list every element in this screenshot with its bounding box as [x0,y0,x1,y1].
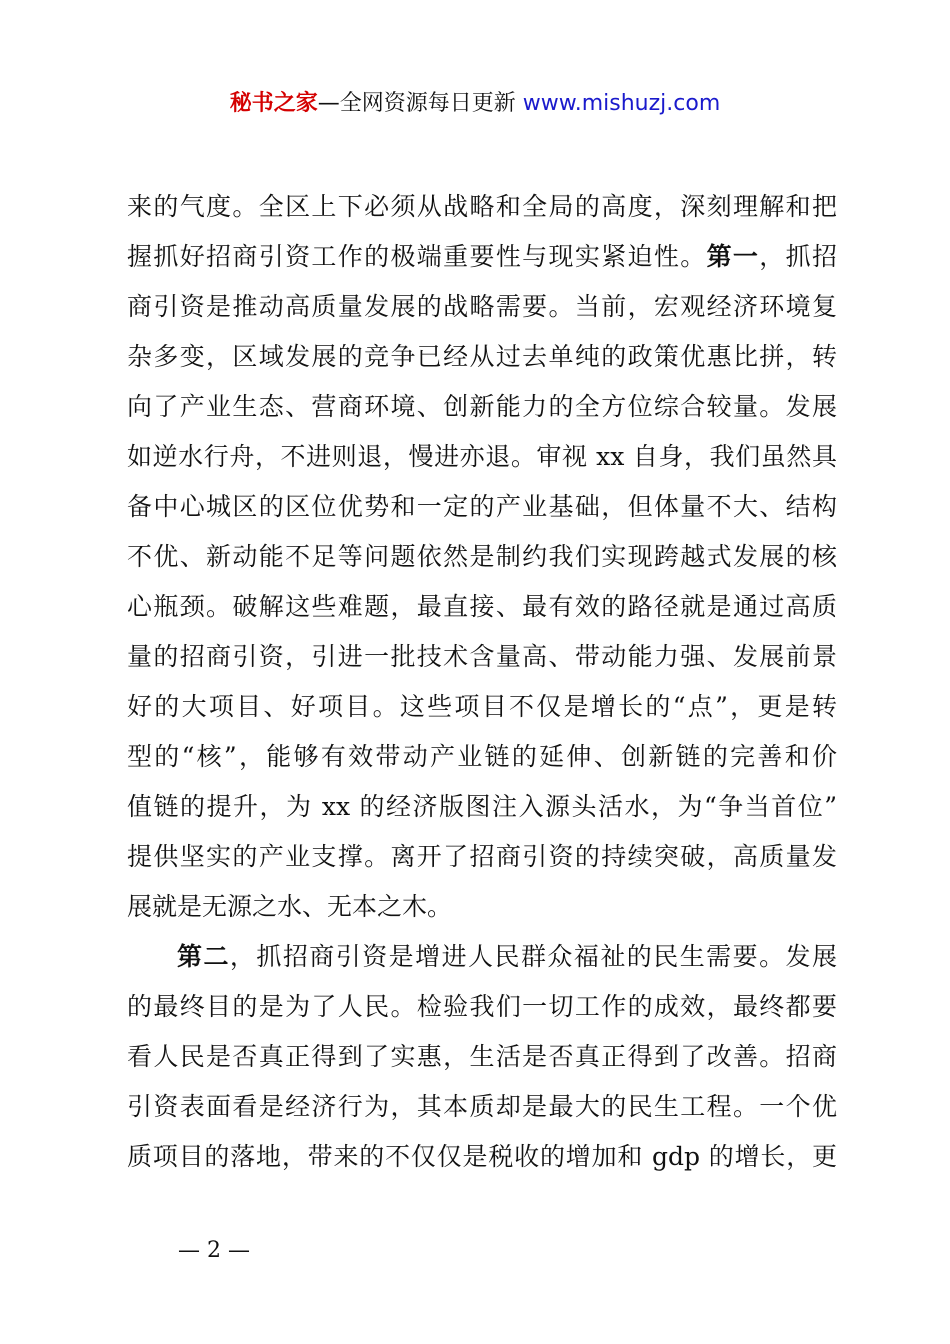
text-segment: 好的大项目、好项目。这些项目不仅是增长的“点”，更是转 [127,692,837,721]
text-segment: 握抓好招商引资工作的极端重要性与现实紧迫性。 [127,242,707,271]
page-number: — 2 — [178,1238,250,1263]
text-segment: 如逆水行舟，不进则退，慢进亦退。审视 xx 自身，我们虽然具 [127,442,837,471]
text-line [127,982,837,1032]
bold-text: 第一 [706,242,760,271]
text-segment: 引资表面看是经济行为，其本质却是最大的民生工程。一个优 [127,1092,837,1121]
text-line [127,732,837,782]
text-segment: 商引资是推动高质量发展的战略需要。当前，宏观经济环境复 [127,292,837,321]
text-line [127,1132,837,1182]
text-segment: 向了产业生态、营商环境、创新能力的全方位综合较量。发展 [127,392,837,421]
text-line [127,332,837,382]
text-segment: 型的“核”，能够有效带动产业链的延伸、创新链的完善和价 [127,742,837,771]
text-segment: 来的气度。全区上下必须从战略和全局的高度，深刻理解和把 [127,192,837,221]
text-line [127,532,837,582]
text-segment: 展就是无源之水、无本之木。 [127,892,453,921]
text-line [127,182,837,232]
text-segment: 量的招商引资，引进一批技术含量高、带动能力强、发展前景 [127,642,837,671]
site-url-link[interactable]: www.mishuzj.com [522,91,721,116]
text-line [127,682,837,732]
text-segment: 心瓶颈。破解这些难题，最直接、最有效的路径就是通过高质 [127,592,837,621]
text-segment: 看人民是否真正得到了实惠，生活是否真正得到了改善。招商 [127,1042,837,1071]
paragraph [127,932,837,1182]
text-line [127,432,837,482]
text-segment: 提供坚实的产业支撑。离开了招商引资的持续突破，高质量发 [127,842,837,871]
text-line [127,582,837,632]
text-line [127,1032,837,1082]
text-line [127,932,837,982]
text-segment: 备中心城区的区位优势和一定的产业基础，但体量不大、结构 [127,492,837,521]
text-line [127,882,837,932]
text-line [127,282,837,332]
document-body [127,182,837,1182]
text-segment: 杂多变，区域发展的竞争已经从过去单纯的政策优惠比拼，转 [127,342,837,371]
paragraph [127,182,837,932]
brand-name: 秘书之家 [229,91,318,116]
site-banner [0,88,950,120]
text-segment: 值链的提升，为 xx 的经济版图注入源头活水，为“争当首位” [127,792,837,821]
text-segment: 的最终目的是为了人民。检验我们一切工作的成效，最终都要 [127,992,837,1021]
text-segment: ，抓招商引资是增进人民群众福祉的民生需要。发展 [229,942,837,971]
bold-text: 第二 [177,942,230,971]
text-line [127,232,837,282]
text-segment: 不优、新动能不足等问题依然是制约我们实现跨越式发展的核 [127,542,837,571]
text-segment: 质项目的落地，带来的不仅仅是税收的增加和 gdp 的增长，更 [127,1142,837,1171]
text-line [127,632,837,682]
text-line [127,382,837,432]
text-segment: ，抓招 [759,242,837,271]
text-line [127,782,837,832]
text-line [127,832,837,882]
banner-slogan: —全网资源每日更新 [317,91,516,116]
text-line [127,482,837,532]
text-line [127,1082,837,1132]
